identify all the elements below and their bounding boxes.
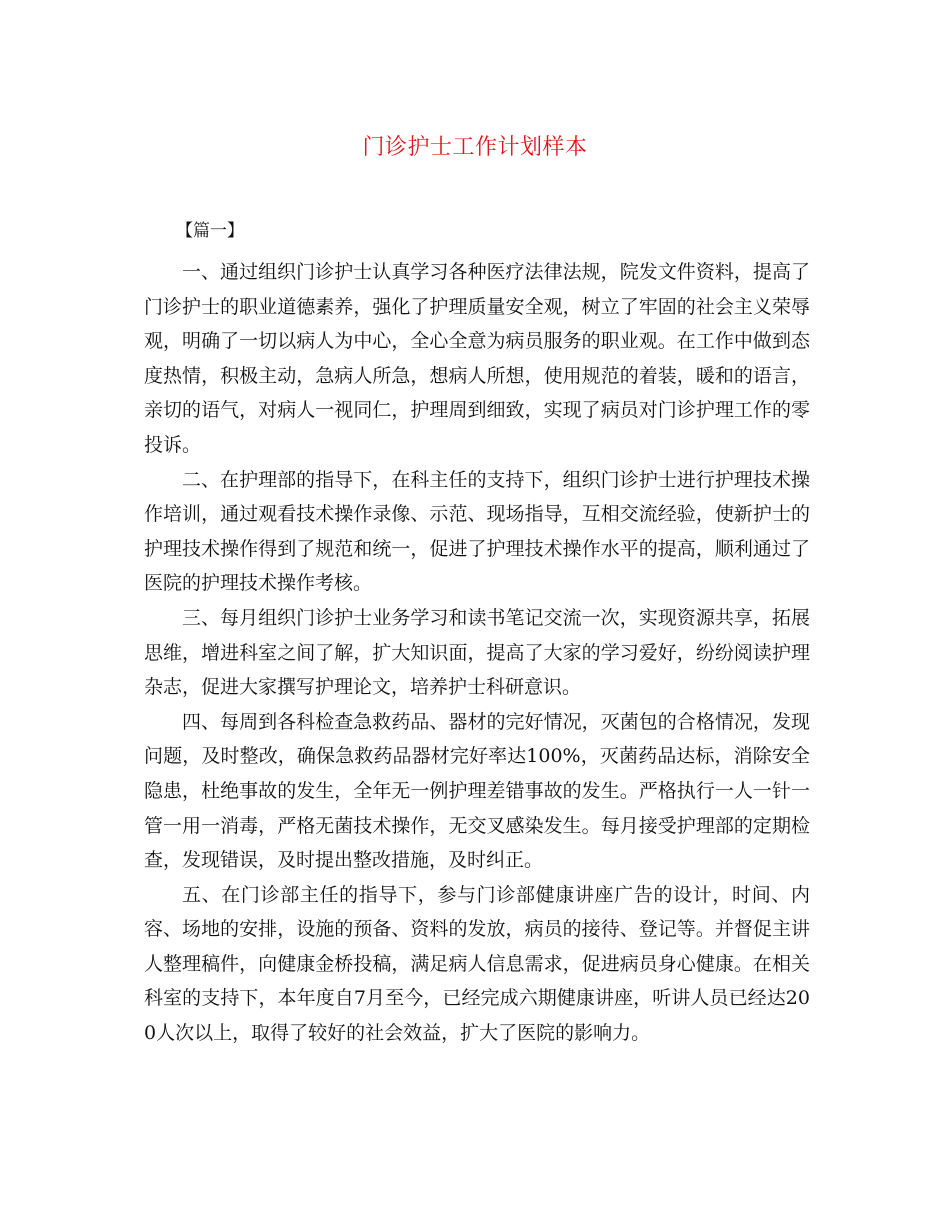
document-title: 门诊护士工作计划样本 [362,135,588,160]
paragraph-3: 三、每月组织门诊护士业务学习和读书笔记交流一次，实现资源共享，拓展思维，增进科室之间了解，扩大知识面，提高了大家的学习爱好，纷纷阅读护理杂志，促进大家撰写护理论文，培养护士科研意识。 [144,606,810,699]
paragraph-5: 五、在门诊部主任的指导下，参与门诊部健康讲座广告的设计，时间、内容、场地的安排，设施的预备、资料的发放，病员的接待、登记等。并督促主讲人整理稿件，向健康金桥投稿，满足病人信息需求，促进病员身心健康。在相关科室的支持下，本年度自7月至今，已经完成六期健康讲座，听讲人员已经达200人次以上，取得了较好的社会效益，扩大了医院的影响力。 [144,883,810,1045]
document-body [144,255,810,1051]
paragraph-4: 四、每周到各科检查急救药品、器材的完好情况，灭菌包的合格情况，发现问题，及时整改，确保急救药品器材完好率达100%，灭菌药品达标，消除安全隐患，杜绝事故的发生，全年无一例护理差错事故的发生。严格执行一人一针一管一用一消毒，严格无菌技术操作，无交叉感染发生。每月接受护理部的定期检查，发现错误，及时提出整改措施，及时纠正。 [144,710,810,872]
section-heading: 【篇一】 [176,221,244,241]
paragraph-2: 二、在护理部的指导下，在科主任的支持下，组织门诊护士进行护理技术操作培训，通过观看技术操作录像、示范、现场指导，互相交流经验，使新护士的护理技术操作得到了规范和统一，促进了护理技术操作水平的提高，顺利通过了医院的护理技术操作考核。 [144,468,810,595]
paragraph-1: 一、通过组织门诊护士认真学习各种医疗法律法规，院发文件资料，提高了门诊护士的职业道德素养，强化了护理质量安全观，树立了牢固的社会主义荣辱观，明确了一切以病人为中心，全心全意为病员服务的职业观。在工作中做到态度热情，积极主动，急病人所急，想病人所想，使用规范的着装，暖和的语言，亲切的语气，对病人一视同仁，护理周到细致，实现了病员对门诊护理工作的零投诉。 [144,261,810,456]
